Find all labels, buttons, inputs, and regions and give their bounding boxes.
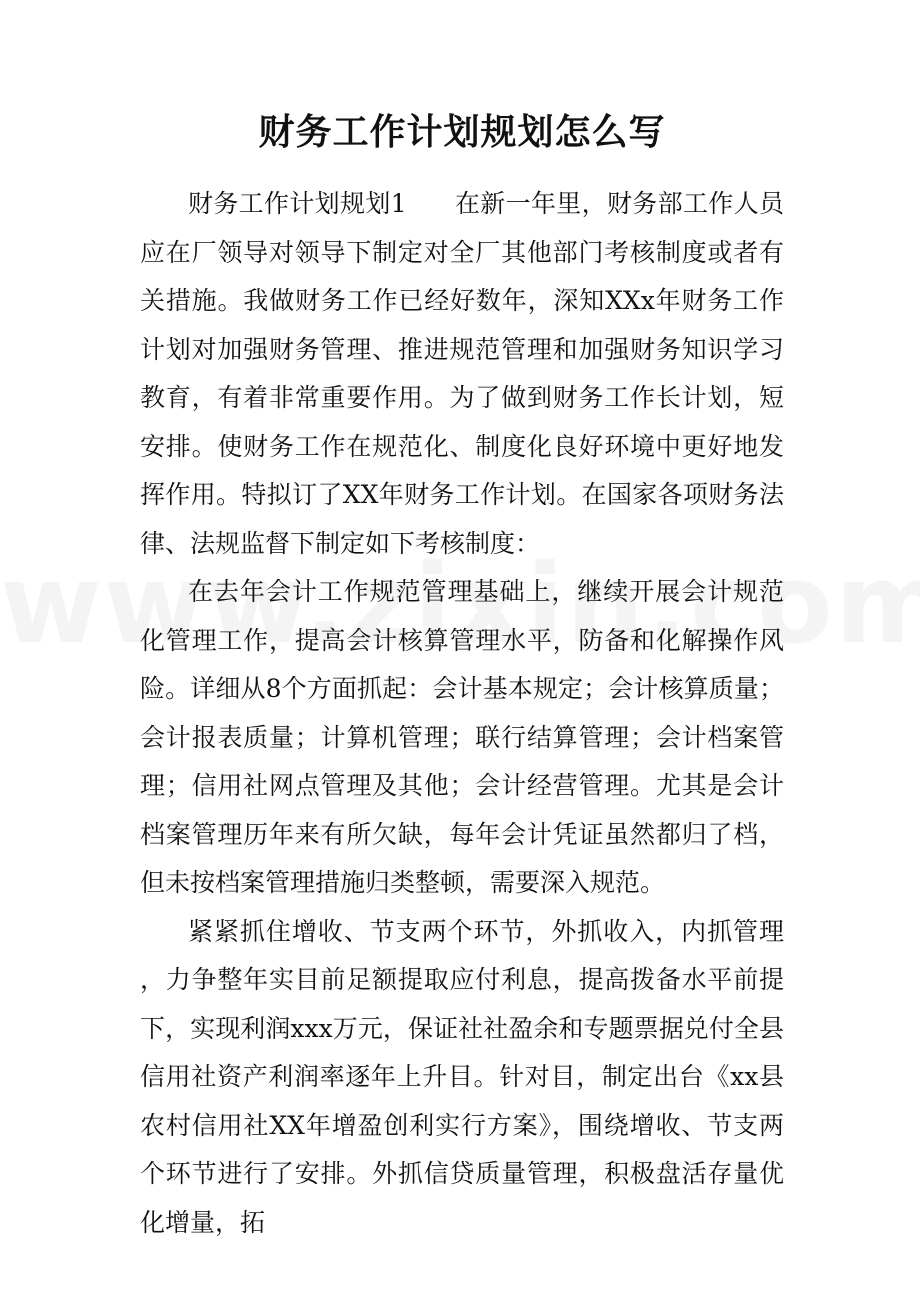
paragraph-3: 紧紧抓住增收、节支两个环节，外抓收入，内抓管理，力争整年实目前足额提取应付利息，提高拨备水平前提下，实现利润xxx万元，保证社社盈余和专题票据兑付全县信用社资产利润率逐年上升目。针对目，制定出台《xx县农村信用社XX年增盈创利实行方案》，围绕增收、节支两个环节进行了安排。外抓信贷质量管理，积极盘活存量优化增量，拓 [140,916,784,1237]
paragraph-1-text: 在新一年里，财务部工作人员应在厂领导对领导下制定对全厂其他部门考核制度或者有关措施。我做财务工作已经好数年，深知XXx年财务工作计划对加强财务管理、推进规范管理和加强财务知识学习教育，有着非常重要作用。为了做到财务工作长计划，短安排。使财务工作在规范化、制度化良好环境中更好地发挥作用。特拟订了XX年财务工作计划。在国家各项财务法律、法规监督下制定如下考核制度： [140,189,784,558]
document-title: 财务工作计划规划怎么写 [258,111,666,153]
paragraph-2: 在去年会计工作规范管理基础上，继续开展会计规范化管理工作，提高会计核算管理水平，防备和化解操作风险。详细从8个方面抓起：会计基本规定；会计核算质量；会计报表质量；计算机管理；联行结算管理；会计档案管理；信用社网点管理及其他；会计经营管理。尤其是会计档案管理历年来有所欠缺，每年会计凭证虽然都归了档，但未按档案管理措施归类整顿，需要深入规范。 [140,577,784,897]
section-heading: 财务工作计划规划1 [188,189,407,218]
paragraph-1 [140,180,784,568]
